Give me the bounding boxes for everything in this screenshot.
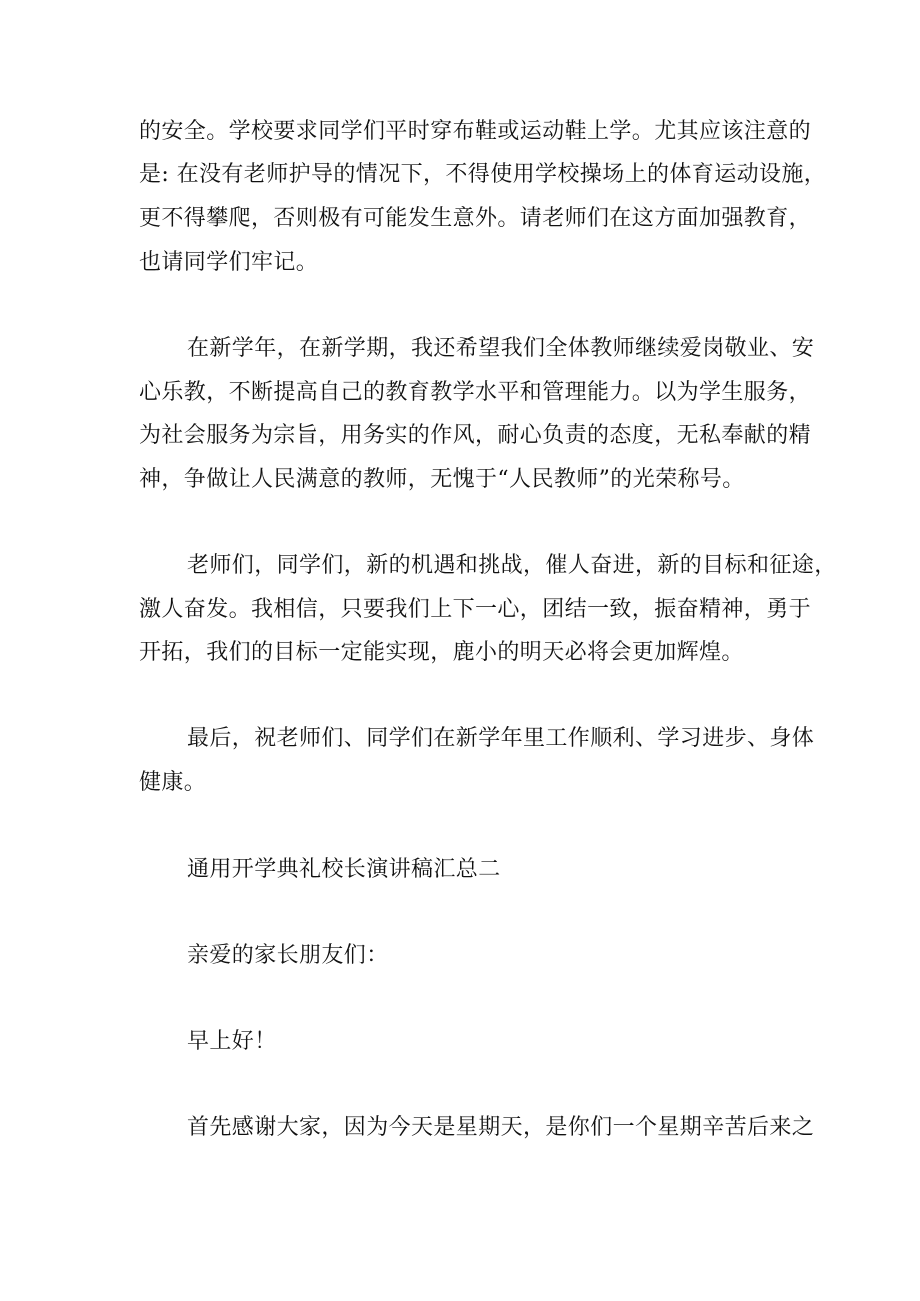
paragraph-final-line-1: 首先感谢大家，因为今天是星期天，是你们一个星期辛苦后来之 — [187, 1115, 815, 1140]
paragraph-1-line-4: 也请同学们牢记。 — [139, 250, 319, 275]
section-heading: 通用开学典礼校长演讲稿汇总二 — [187, 857, 501, 882]
paragraph-1-line-1: 的安全。学校要求同学们平时穿布鞋或运动鞋上学。尤其应该注意的 — [139, 119, 812, 144]
paragraph-2-line-3: 为社会服务为宗旨，用务实的作风，耐心负责的态度，无私奉献的精 — [139, 423, 812, 448]
paragraph-3-line-2: 激人奋发。我相信，只要我们上下一心，团结一致，振奋精神，勇于 — [139, 597, 812, 622]
paragraph-1-line-3: 更不得攀爬，否则极有可能发生意外。请老师们在这方面加强教育， — [139, 206, 812, 231]
paragraph-2-line-2: 心乐教，不断提高自己的教育教学水平和管理能力。以为学生服务， — [139, 380, 812, 405]
paragraph-2-line-1: 在新学年，在新学期，我还希望我们全体教师继续爱岗敬业、安 — [187, 336, 815, 361]
paragraph-1-line-2: 是: 在没有老师护导的情况下，不得使用学校操场上的体育运动设施， — [139, 162, 827, 187]
greeting: 早上好！ — [187, 1029, 277, 1054]
paragraph-3-line-3: 开拓，我们的目标一定能实现，鹿小的明天必将会更加辉煌。 — [139, 640, 744, 665]
paragraph-2-line-4: 神，争做让人民满意的教师，无愧于“人民教师”的光荣称号。 — [139, 467, 745, 492]
paragraph-4-line-1: 最后，祝老师们、同学们在新学年里工作顺利、学习进步、身体 — [187, 726, 815, 751]
salutation: 亲爱的家长朋友们： — [187, 943, 389, 968]
paragraph-4-line-2: 健康。 — [139, 770, 207, 795]
paragraph-3-line-1: 老师们，同学们，新的机遇和挑战，催人奋进，新的目标和征途， — [187, 553, 837, 578]
